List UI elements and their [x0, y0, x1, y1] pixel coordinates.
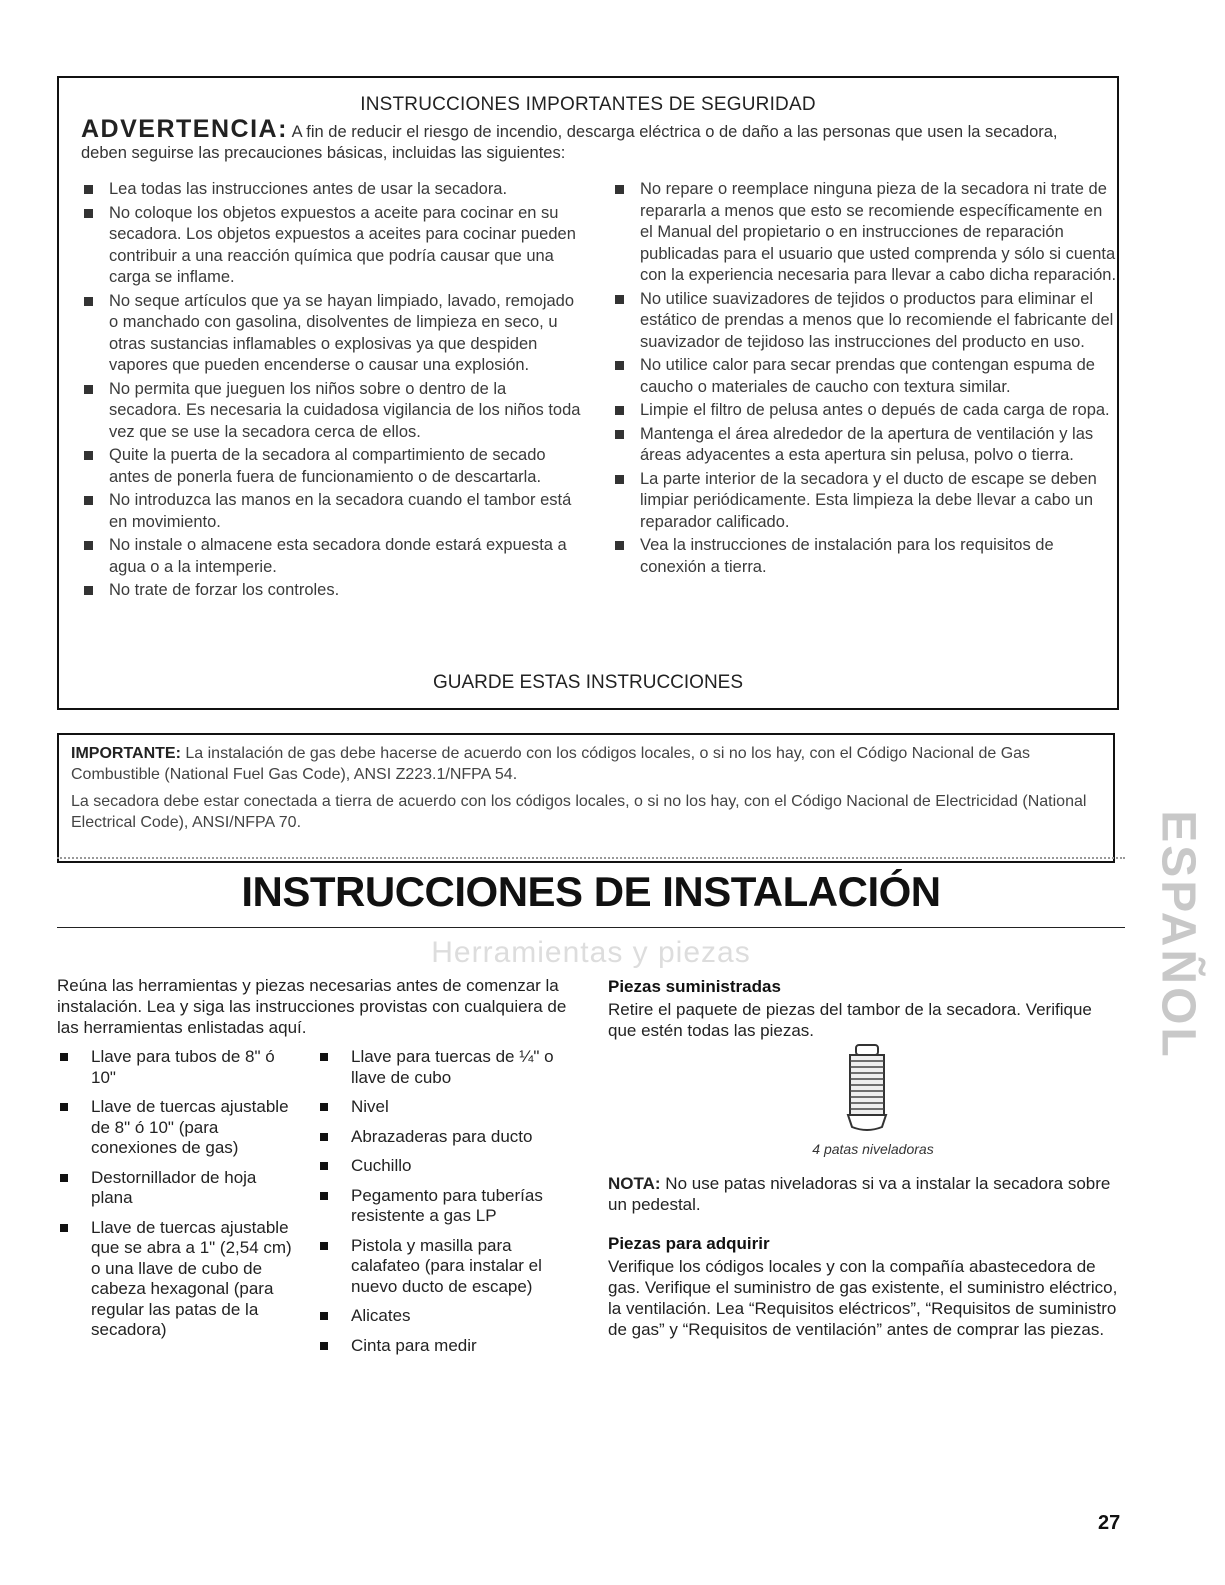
square-bullet-icon [60, 1053, 68, 1061]
square-bullet-icon [320, 1192, 328, 1200]
tool-item-text: Llave para tuercas de ¼" o llave de cubo [351, 1047, 554, 1087]
language-side-tab-label: ESPAÑOL [1151, 810, 1205, 1060]
square-bullet-icon [84, 586, 93, 595]
safety-item [81, 535, 581, 578]
tool-item [57, 1047, 302, 1088]
safety-item-text: La parte interior de la secadora y el ducto de escape se deben limpiar periódicamente. Esta limpieza la debe llevar a cabo un reparador calificado. [640, 469, 1097, 531]
safety-item [81, 203, 581, 289]
safety-title: INSTRUCCIONES IMPORTANTES DE SEGURIDAD [360, 94, 816, 115]
tool-item [57, 1097, 302, 1159]
tool-item-text: Alicates [351, 1306, 411, 1325]
safety-item-text: Lea todas las instrucciones antes de usar la secadora. [109, 180, 508, 198]
tool-item [317, 1186, 582, 1227]
square-bullet-icon [615, 406, 624, 415]
square-bullet-icon [84, 496, 93, 505]
square-bullet-icon [615, 361, 624, 370]
important-paragraph-electric: La secadora debe estar conectada a tierra de acuerdo con los códigos locales, o si no los hay, con el Código Nacional de Electricidad (National Electrical Code), ANSI/NFPA 70. [71, 793, 1087, 831]
warning-paragraph [81, 115, 1101, 164]
safety-item-text: No seque artículos que ya se hayan limpiado, lavado, remojado o manchado con gasolina, disolventes de limpieza en seco, u otras sustancias inflamables o explosivas ya que despiden vapores que pueden encenderse o causar una explosión. [109, 291, 575, 374]
important-paragraph-gas [71, 743, 1101, 785]
note-label: NOTA: [608, 1174, 661, 1193]
tool-item [317, 1156, 582, 1177]
leveling-legs-caption: 4 patas niveladoras [812, 1141, 934, 1157]
square-bullet-icon [320, 1053, 328, 1061]
square-bullet-icon [84, 385, 93, 394]
tool-item-text: Cinta para medir [351, 1335, 477, 1355]
tools-list-right [317, 1047, 582, 1365]
warning-word: ADVERTENCIA: [81, 115, 288, 143]
square-bullet-icon [615, 541, 624, 550]
square-bullet-icon [84, 297, 93, 306]
safety-item-text: No utilice suavizadores de tejidos o productos para eliminar el estático de prendas a menos que lo recomiende el fabricante del suavizador de tejidoso las instrucciones del producto en uso. [640, 289, 1114, 351]
safety-item [612, 469, 1117, 534]
square-bullet-icon [60, 1174, 68, 1182]
tool-item-text: Cuchillo [351, 1156, 412, 1175]
important-notice-box [57, 733, 1115, 863]
safety-item-text: No trate de forzar los controles. [109, 581, 340, 599]
important-gas-text: La instalación de gas debe hacerse de acuerdo con los códigos locales, o si no los hay, con el Código Nacional de Gas Combustible (National Fuel Gas Code), ANSI Z223.1/NFPA 54. [71, 745, 1031, 783]
square-bullet-icon [84, 541, 93, 550]
tool-item [317, 1336, 582, 1357]
square-bullet-icon [60, 1224, 68, 1232]
warning-text: A fin de reducir el riesgo de incendio, descarga eléctrica o de daño a las personas que usen la secadora, deben seguirse las precauciones básicas, incluidas las siguientes: [81, 123, 1058, 162]
dotted-divider [57, 857, 1125, 859]
safety-item-text: Limpie el filtro de pelusa antes o depués de cada carga de ropa. [640, 401, 1110, 419]
safety-item-text: Vea la instrucciones de instalación para los requisitos de conexión a tierra. [640, 536, 1054, 576]
square-bullet-icon [320, 1242, 328, 1250]
language-side-tab [1148, 800, 1208, 1070]
safety-item [612, 289, 1117, 354]
safety-item-text: No instale o almacene esta secadora donde estará expuesta a agua o a la intemperie. [109, 536, 567, 576]
page-number: 27 [1098, 1512, 1121, 1534]
safety-item [612, 355, 1117, 398]
note-text: No use patas niveladoras si va a instalar la secadora sobre un pedestal. [608, 1174, 1111, 1214]
square-bullet-icon [615, 475, 624, 484]
safety-item-text: No utilice calor para secar prendas que contengan espuma de caucho o materiales de caucho con textura similar. [640, 356, 1095, 396]
tool-item-text: Llave de tuercas ajustable que se abra a 1" (2,54 cm) o una llave de cubo de cabeza hexagonal (para regular las patas de la secadora) [91, 1217, 292, 1339]
safety-item [612, 535, 1117, 578]
parts-to-buy-text: Verifique los códigos locales y con la compañía abastecedora de gas. Verifique el suministro de gas existente, el suministro eléctrico, la ventilación. Lea “Requisitos eléctricos”, “Requisitos de suministro de gas” y “Requisitos de ventilación” antes de comprar las piezas. [608, 1257, 1118, 1339]
square-bullet-icon [84, 209, 93, 218]
square-bullet-icon [60, 1103, 68, 1111]
safety-item-text: Mantenga el área alrededor de la apertura de ventilación y las áreas adyacentes a esta apertura sin pelusa, polvo o tierra. [640, 424, 1094, 464]
tool-item [317, 1047, 582, 1088]
square-bullet-icon [320, 1342, 328, 1350]
square-bullet-icon [320, 1103, 328, 1111]
safety-item-text: Quite la puerta de la secadora al compartimiento de secado antes de ponerla fuera de funcionamiento o de descartarla. [109, 446, 546, 486]
safety-instructions-box [57, 76, 1119, 710]
tools-list-left [57, 1047, 302, 1350]
square-bullet-icon [320, 1312, 328, 1320]
safety-item [81, 445, 581, 488]
safety-item [81, 580, 581, 602]
square-bullet-icon [615, 430, 624, 439]
square-bullet-icon [615, 295, 624, 304]
square-bullet-icon [320, 1133, 328, 1141]
square-bullet-icon [615, 185, 624, 194]
important-label: IMPORTANTE: [71, 745, 181, 762]
safety-item-text: No introduzca las manos en la secadora cuando el tambor está en movimiento. [109, 491, 572, 531]
leveling-leg-icon [842, 1043, 892, 1133]
installation-heading: INSTRUCCIONES DE INSTALACIÓN [241, 868, 941, 915]
tool-item-text: Pegamento para tuberías resistente a gas LP [351, 1185, 543, 1225]
safety-item [612, 400, 1117, 422]
parts-to-buy-title: Piezas para adquirir [608, 1234, 770, 1253]
safety-item [81, 291, 581, 377]
parts-supplied-title: Piezas suministradas [608, 977, 781, 996]
note-paragraph [608, 1173, 1118, 1215]
square-bullet-icon [84, 451, 93, 460]
safety-item [81, 490, 581, 533]
safety-list-left [81, 179, 581, 604]
tool-item [317, 1097, 582, 1118]
safety-item-text: No permita que jueguen los niños sobre o dentro de la secadora. Es necesaria la cuidadosa vigilancia de los niños toda vez que se use la secadora cerca de ellos. [109, 379, 581, 441]
tool-item [57, 1168, 302, 1209]
tool-item-text: Llave de tuercas ajustable de 8" ó 10" (para conexiones de gas) [91, 1097, 289, 1157]
tools-intro-paragraph: Reúna las herramientas y piezas necesarias antes de comenzar la instalación. Lea y siga las instrucciones provistas con cualquiera de las herramientas enlistadas aquí. [57, 976, 567, 1037]
parts-supplied-text: Retire el paquete de piezas del tambor de la secadora. Verifique que estén todas las piezas. [608, 1000, 1092, 1040]
save-instructions-footer: GUARDE ESTAS INSTRUCCIONES [432, 672, 744, 693]
safety-item [81, 179, 581, 201]
safety-item [612, 179, 1117, 287]
tool-item-text: Nivel [351, 1097, 389, 1116]
safety-item [612, 424, 1117, 467]
safety-item [81, 379, 581, 444]
square-bullet-icon [84, 185, 93, 194]
square-bullet-icon [320, 1162, 328, 1170]
tool-item-text: Destornillador de hoja plana [91, 1167, 257, 1207]
tool-item [317, 1127, 582, 1148]
tool-item [57, 1218, 302, 1341]
tool-item-text: Pistola y masilla para calafateo (para instalar el nuevo ducto de escape) [351, 1235, 542, 1296]
tool-item-text: Llave para tubos de 8" ó 10" [91, 1047, 275, 1087]
tools-parts-section-title: Herramientas y piezas [431, 936, 751, 969]
safety-item-text: No coloque los objetos expuestos a aceite para cocinar en su secadora. Los objetos expuestos a aceites para cocinar pueden contribuir a una reacción química que podría causar que una carga se inflame. [109, 203, 576, 286]
safety-item-text: No repare o reemplace ninguna pieza de la secadora ni trate de repararla a menos que esto se recomiende específicamente en el Manual del propietario o en instrucciones de reparación publicadas para el usuario que usted comprenda y sólo si cuenta con la experiencia necesaria para llevar a cabo dicha reparación. [640, 180, 1117, 284]
tool-item [317, 1236, 582, 1298]
heading-divider [57, 927, 1125, 928]
tool-item [317, 1306, 582, 1327]
safety-list-right [612, 179, 1117, 580]
tool-item-text: Abrazaderas para ducto [351, 1126, 533, 1146]
